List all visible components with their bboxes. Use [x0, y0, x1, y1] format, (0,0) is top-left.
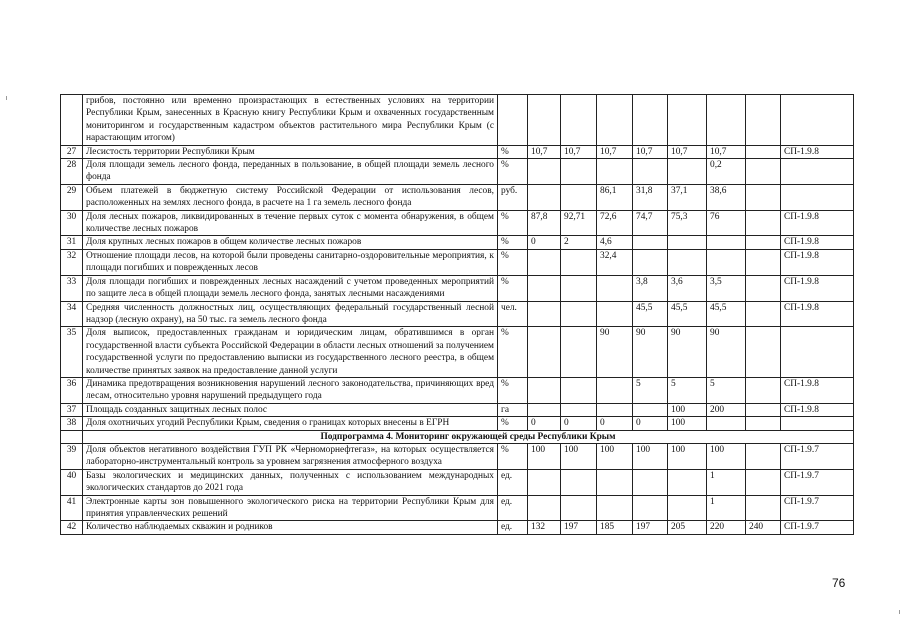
row-number-cell: 41 — [61, 495, 83, 521]
value-cell — [528, 249, 561, 275]
indicator-name-cell: Базы экологических и медицинских данных, полученных с использованием международных экологических стандартов до 2021 года — [83, 469, 498, 495]
table-row — [61, 159, 854, 185]
value-cell — [561, 184, 597, 210]
value-cell: 0,2 — [707, 159, 746, 185]
value-cell: 1 — [707, 469, 746, 495]
table-row — [61, 521, 854, 534]
unit-cell: ед. — [498, 469, 528, 495]
value-cell: 90 — [707, 327, 746, 378]
table-row — [61, 377, 854, 403]
value-cell: 5 — [668, 377, 707, 403]
value-cell — [707, 95, 746, 146]
reference-cell: СП-1.9.8 — [781, 249, 854, 275]
value-cell: 90 — [597, 327, 633, 378]
reference-cell: СП-1.9.7 — [781, 469, 854, 495]
unit-cell: % — [498, 236, 528, 249]
value-cell — [528, 159, 561, 185]
unit-cell: га — [498, 403, 528, 416]
row-number-cell: 42 — [61, 521, 83, 534]
value-cell: 45,5 — [668, 301, 707, 327]
unit-cell: % — [498, 249, 528, 275]
indicator-name-cell: Доля охотничьих угодий Республики Крым, сведения о границах которых внесены в ЕГРН — [83, 417, 498, 430]
value-cell: 240 — [746, 521, 781, 534]
value-cell: 0 — [528, 236, 561, 249]
reference-cell: СП-1.9.7 — [781, 521, 854, 534]
value-cell — [528, 275, 561, 301]
document-page — [60, 94, 854, 535]
reference-cell — [781, 159, 854, 185]
indicator-name-cell: Количество наблюдаемых скважин и родников — [83, 521, 498, 534]
unit-cell: % — [498, 210, 528, 236]
table-row — [61, 249, 854, 275]
value-cell: 0 — [561, 417, 597, 430]
indicator-name-cell: Доля площади погибших и поврежденных лесных насаждений с учетом проведенных мероприятий по защите леса в общей площади земель лесного фонда, занятых лесными насаждениями — [83, 275, 498, 301]
value-cell — [561, 377, 597, 403]
value-cell — [633, 159, 668, 185]
indicator-name-cell: Доля выписок, предоставленных гражданам и юридическим лицам, обратившимся в орган государственной власти субъекта Российской Федерации в области лесных отношений за получением государственной услуги по предоставлению выписки из государственного лесного реестра, в общем количестве принятых заявок на предоставление данной услуги — [83, 327, 498, 378]
table-row — [61, 327, 854, 378]
value-cell — [597, 275, 633, 301]
value-cell — [597, 469, 633, 495]
row-number-cell: 28 — [61, 159, 83, 185]
table-row — [61, 403, 854, 416]
row-number-cell: 32 — [61, 249, 83, 275]
unit-cell: руб. — [498, 184, 528, 210]
reference-cell — [781, 184, 854, 210]
value-cell — [633, 469, 668, 495]
value-cell — [528, 301, 561, 327]
indicator-name-cell: Электронные карты зон повышенного экологического риска на территории Республики Крым для принятия управленческих решений — [83, 495, 498, 521]
value-cell — [668, 95, 707, 146]
page-number: 76 — [832, 576, 846, 590]
value-cell: 2 — [561, 236, 597, 249]
value-cell — [633, 403, 668, 416]
row-number-cell: 39 — [61, 443, 83, 469]
row-number-cell: 29 — [61, 184, 83, 210]
value-cell — [528, 377, 561, 403]
reference-cell: СП-1.9.8 — [781, 377, 854, 403]
value-cell — [633, 236, 668, 249]
value-cell — [746, 249, 781, 275]
row-number-cell: 33 — [61, 275, 83, 301]
value-cell: 220 — [707, 521, 746, 534]
value-cell — [561, 301, 597, 327]
table-row — [61, 469, 854, 495]
value-cell — [746, 275, 781, 301]
value-cell — [746, 236, 781, 249]
value-cell: 100 — [668, 403, 707, 416]
value-cell: 10,7 — [528, 145, 561, 158]
reference-cell: СП-1.9.7 — [781, 443, 854, 469]
value-cell — [746, 210, 781, 236]
value-cell: 76 — [707, 210, 746, 236]
table-row — [61, 184, 854, 210]
indicator-name-cell: Отношение площади лесов, на которой были проведены санитарно-оздоровительные мероприятия, к площади погибших и поврежденных лесов — [83, 249, 498, 275]
table-row — [61, 95, 854, 146]
value-cell: 185 — [597, 521, 633, 534]
value-cell: 100 — [633, 443, 668, 469]
reference-cell: СП-1.9.8 — [781, 301, 854, 327]
unit-cell: % — [498, 159, 528, 185]
value-cell — [668, 236, 707, 249]
value-cell — [528, 403, 561, 416]
value-cell: 0 — [633, 417, 668, 430]
table-row — [61, 417, 854, 430]
value-cell: 197 — [561, 521, 597, 534]
value-cell: 197 — [633, 521, 668, 534]
value-cell — [746, 443, 781, 469]
value-cell: 3,6 — [668, 275, 707, 301]
table-row — [61, 301, 854, 327]
value-cell: 45,5 — [707, 301, 746, 327]
value-cell: 100 — [707, 443, 746, 469]
value-cell — [561, 95, 597, 146]
value-cell — [597, 403, 633, 416]
unit-cell: % — [498, 377, 528, 403]
value-cell: 132 — [528, 521, 561, 534]
indicator-name-cell: Доля объектов негативного воздействия ГУП РК «Черноморнефтегаз», на которых осуществляется лабораторно-инструментальный контроль за уровнем загрязнения атмосферного воздуха — [83, 443, 498, 469]
value-cell — [668, 249, 707, 275]
value-cell — [633, 95, 668, 146]
value-cell — [597, 301, 633, 327]
value-cell: 86,1 — [597, 184, 633, 210]
reference-cell: СП-1.9.8 — [781, 145, 854, 158]
value-cell: 1 — [707, 495, 746, 521]
row-number-cell: 31 — [61, 236, 83, 249]
indicator-name-cell: Площадь созданных защитных лесных полос — [83, 403, 498, 416]
value-cell — [746, 469, 781, 495]
reference-cell — [781, 327, 854, 378]
value-cell: 3,5 — [707, 275, 746, 301]
value-cell: 205 — [668, 521, 707, 534]
value-cell — [561, 159, 597, 185]
reference-cell — [781, 95, 854, 146]
value-cell: 5 — [707, 377, 746, 403]
indicator-name-cell: Доля крупных лесных пожаров в общем количестве лесных пожаров — [83, 236, 498, 249]
indicators-table — [60, 94, 854, 535]
value-cell — [746, 403, 781, 416]
row-number-cell: 40 — [61, 469, 83, 495]
section-heading: Подпрограмма 4. Мониторинг окружающей среды Республики Крым — [83, 430, 854, 443]
value-cell — [561, 275, 597, 301]
value-cell — [561, 469, 597, 495]
scan-edge-mark — [6, 96, 7, 100]
value-cell — [528, 469, 561, 495]
value-cell: 100 — [668, 417, 707, 430]
value-cell: 100 — [597, 443, 633, 469]
indicator-name-cell: Доля лесных пожаров, ликвидированных в течение первых суток с момента обнаружения, в общем количестве лесных пожаров — [83, 210, 498, 236]
value-cell — [707, 236, 746, 249]
reference-cell — [781, 417, 854, 430]
section-heading-num-cell — [61, 430, 83, 443]
value-cell: 100 — [561, 443, 597, 469]
unit-cell: чел. — [498, 301, 528, 327]
value-cell: 90 — [668, 327, 707, 378]
value-cell — [561, 249, 597, 275]
reference-cell: СП-1.9.7 — [781, 495, 854, 521]
value-cell — [597, 495, 633, 521]
value-cell: 75,3 — [668, 210, 707, 236]
value-cell — [746, 159, 781, 185]
value-cell — [746, 145, 781, 158]
value-cell: 10,7 — [561, 145, 597, 158]
value-cell: 10,7 — [668, 145, 707, 158]
value-cell: 3,8 — [633, 275, 668, 301]
table-row — [61, 236, 854, 249]
value-cell — [746, 495, 781, 521]
value-cell: 87,8 — [528, 210, 561, 236]
value-cell — [528, 327, 561, 378]
reference-cell: СП-1.9.8 — [781, 275, 854, 301]
indicator-name-cell: Лесистость территории Республики Крым — [83, 145, 498, 158]
indicator-name-cell: Доля площади земель лесного фонда, переданных в пользование, в общей площади земель лесного фонда — [83, 159, 498, 185]
value-cell: 90 — [633, 327, 668, 378]
value-cell — [668, 469, 707, 495]
reference-cell: СП-1.9.8 — [781, 403, 854, 416]
unit-cell: % — [498, 443, 528, 469]
value-cell — [561, 403, 597, 416]
value-cell — [528, 184, 561, 210]
indicator-name-cell: Динамика предотвращения возникновения нарушений лесного законодательства, причиняющих вред лесам, относительно уровня нарушений предыдущего года — [83, 377, 498, 403]
table-row — [61, 145, 854, 158]
row-number-cell: 36 — [61, 377, 83, 403]
value-cell — [746, 327, 781, 378]
indicator-name-cell: Средняя численность должностных лиц, осуществляющих федеральный государственный лесной надзор (лесную охрану), на 50 тыс. га земель лесного фонда — [83, 301, 498, 327]
value-cell: 10,7 — [707, 145, 746, 158]
table-row — [61, 275, 854, 301]
value-cell: 31,8 — [633, 184, 668, 210]
table-row — [61, 495, 854, 521]
table-row — [61, 210, 854, 236]
table-row — [61, 443, 854, 469]
value-cell: 0 — [597, 417, 633, 430]
value-cell — [746, 95, 781, 146]
value-cell: 38,6 — [707, 184, 746, 210]
value-cell: 10,7 — [633, 145, 668, 158]
value-cell: 74,7 — [633, 210, 668, 236]
value-cell — [746, 377, 781, 403]
unit-cell: % — [498, 145, 528, 158]
unit-cell: % — [498, 327, 528, 378]
value-cell: 0 — [528, 417, 561, 430]
scan-edge-mark — [899, 610, 900, 614]
row-number-cell: 27 — [61, 145, 83, 158]
value-cell — [707, 417, 746, 430]
value-cell — [633, 249, 668, 275]
value-cell — [707, 249, 746, 275]
value-cell — [668, 159, 707, 185]
value-cell — [597, 95, 633, 146]
table-body-section-heading — [61, 430, 854, 443]
unit-cell: % — [498, 275, 528, 301]
table-body-subprogram-3 — [61, 95, 854, 431]
unit-cell: ед. — [498, 495, 528, 521]
value-cell — [746, 417, 781, 430]
value-cell: 200 — [707, 403, 746, 416]
table-body-subprogram-4 — [61, 443, 854, 534]
value-cell: 10,7 — [597, 145, 633, 158]
value-cell — [561, 327, 597, 378]
value-cell — [597, 377, 633, 403]
unit-cell: ед. — [498, 521, 528, 534]
row-number-cell: 38 — [61, 417, 83, 430]
row-number-cell: 37 — [61, 403, 83, 416]
value-cell: 5 — [633, 377, 668, 403]
indicator-name-cell: Объем платежей в бюджетную систему Российской Федерации от использования лесов, расположенных на землях лесного фонда, в расчете на 1 га земель лесного фонда — [83, 184, 498, 210]
row-number-cell: 35 — [61, 327, 83, 378]
value-cell: 45,5 — [633, 301, 668, 327]
value-cell: 72,6 — [597, 210, 633, 236]
reference-cell: СП-1.9.8 — [781, 236, 854, 249]
value-cell — [633, 495, 668, 521]
value-cell — [746, 301, 781, 327]
value-cell — [746, 184, 781, 210]
row-number-cell — [61, 95, 83, 146]
value-cell — [668, 495, 707, 521]
value-cell — [561, 495, 597, 521]
reference-cell: СП-1.9.8 — [781, 210, 854, 236]
value-cell — [597, 159, 633, 185]
section-heading-row — [61, 430, 854, 443]
unit-cell — [498, 95, 528, 146]
unit-cell: % — [498, 417, 528, 430]
row-number-cell: 30 — [61, 210, 83, 236]
value-cell — [528, 495, 561, 521]
value-cell: 37,1 — [668, 184, 707, 210]
value-cell: 92,71 — [561, 210, 597, 236]
indicator-name-cell: грибов, постоянно или временно произрастающих в естественных условиях на территории Республики Крым, занесенных в Красную книгу Республики Крым и охваченных государственным мониторингом и государственным кадастром объектов растительного мира Республики Крым (с нарастающим итогом) — [83, 95, 498, 146]
row-number-cell: 34 — [61, 301, 83, 327]
value-cell: 32,4 — [597, 249, 633, 275]
value-cell: 100 — [528, 443, 561, 469]
value-cell — [528, 95, 561, 146]
value-cell: 100 — [668, 443, 707, 469]
value-cell: 4,6 — [597, 236, 633, 249]
